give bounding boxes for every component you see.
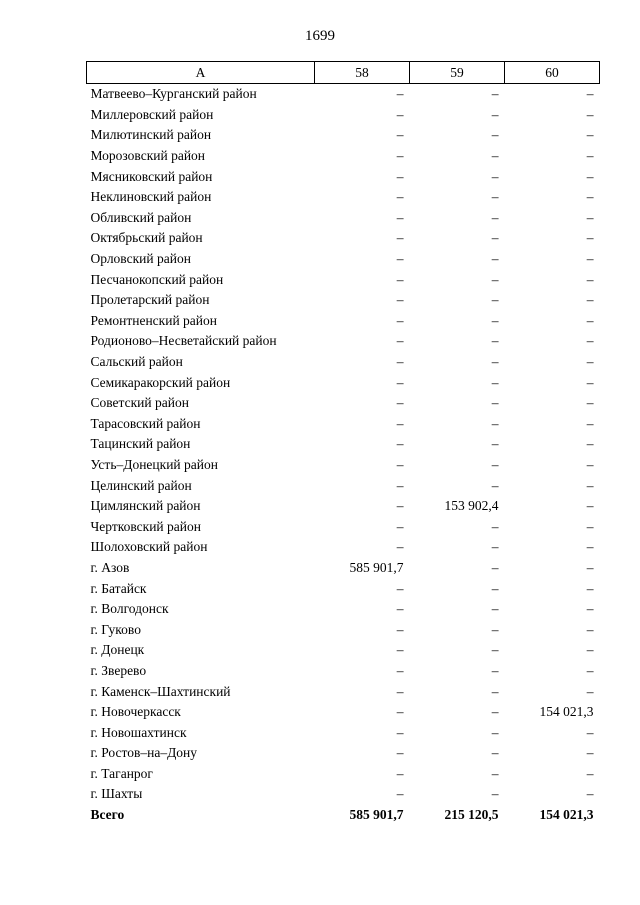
- cell-59: –: [491, 539, 499, 555]
- row-name: Родионово–Несветайский район: [90, 333, 277, 349]
- row-name: г. Таганрог: [90, 765, 153, 781]
- cell-58: –: [396, 642, 404, 658]
- cell-59: –: [491, 436, 499, 452]
- cell-60: –: [586, 683, 594, 699]
- row-name: Октябрьский район: [90, 230, 203, 246]
- cell-60: –: [586, 621, 594, 637]
- cell-58: –: [396, 580, 404, 596]
- cell-60: –: [586, 354, 594, 370]
- cell-58: –: [396, 745, 404, 761]
- row-name: г. Ростов–на–Дону: [90, 745, 198, 761]
- cell-60: 154 021,3: [539, 704, 594, 720]
- row-name: Обливский район: [90, 209, 192, 225]
- cell-59: –: [491, 189, 499, 205]
- row-name: Усть–Донецкий район: [90, 456, 218, 472]
- cell-59: –: [491, 601, 499, 617]
- row-name: Советский район: [90, 395, 189, 411]
- cell-59: –: [491, 333, 499, 349]
- cell-60: –: [586, 724, 594, 740]
- table-header: [87, 62, 600, 84]
- table-row: [87, 352, 600, 373]
- table-row: [87, 84, 600, 105]
- cell-59: –: [491, 642, 499, 658]
- cell-59: –: [491, 86, 499, 102]
- cell-58: –: [396, 436, 404, 452]
- cell-59: –: [491, 477, 499, 493]
- cell-60: –: [586, 292, 594, 308]
- cell-58: –: [396, 601, 404, 617]
- cell-58: –: [396, 189, 404, 205]
- cell-58: –: [396, 230, 404, 246]
- row-name: г. Волгодонск: [90, 601, 169, 617]
- cell-58: –: [396, 621, 404, 637]
- cell-58: –: [396, 106, 404, 122]
- cell-59: –: [491, 662, 499, 678]
- row-name: Ремонтненский район: [90, 312, 217, 328]
- cell-59: –: [491, 621, 499, 637]
- table-row: [87, 455, 600, 476]
- cell-59: –: [491, 580, 499, 596]
- cell-59: –: [491, 395, 499, 411]
- row-name: Морозовский район: [90, 148, 206, 164]
- cell-60: –: [586, 580, 594, 596]
- cell-60: –: [586, 415, 594, 431]
- header-col-60: 60: [505, 62, 600, 84]
- cell-58: –: [396, 209, 404, 225]
- row-name: Сальский район: [90, 354, 183, 370]
- table-row: [87, 558, 600, 579]
- cell-58: –: [396, 786, 404, 802]
- row-name: г. Зверево: [90, 662, 147, 678]
- table-row: [87, 331, 600, 352]
- table-row: [87, 516, 600, 537]
- row-name: г. Азов: [90, 559, 130, 575]
- table-row: [87, 372, 600, 393]
- cell-59: –: [491, 106, 499, 122]
- row-name: Целинский район: [90, 477, 192, 493]
- cell-59: –: [491, 786, 499, 802]
- cell-58: –: [396, 374, 404, 390]
- cell-60: –: [586, 127, 594, 143]
- row-name: Семикаракорский район: [90, 374, 231, 390]
- cell-59: –: [491, 415, 499, 431]
- total-58: 585 901,7: [349, 807, 404, 823]
- cell-58: –: [396, 354, 404, 370]
- cell-59: 153 902,4: [444, 498, 499, 514]
- table-row: [87, 290, 600, 311]
- cell-60: –: [586, 230, 594, 246]
- cell-59: –: [491, 209, 499, 225]
- cell-60: –: [586, 168, 594, 184]
- table-row: [87, 105, 600, 126]
- cell-60: –: [586, 333, 594, 349]
- cell-59: –: [491, 704, 499, 720]
- table-row: [87, 681, 600, 702]
- row-name: Миллеровский район: [90, 106, 214, 122]
- row-name: Тацинский район: [90, 436, 191, 452]
- table-body: [87, 84, 600, 826]
- table-row: [87, 146, 600, 167]
- header-row: [87, 62, 600, 84]
- cell-58: –: [396, 662, 404, 678]
- cell-60: –: [586, 601, 594, 617]
- row-name: Орловский район: [90, 251, 191, 267]
- cell-59: –: [491, 148, 499, 164]
- row-name: Неклиновский район: [90, 189, 212, 205]
- cell-58: –: [396, 86, 404, 102]
- page-number: 1699: [305, 28, 335, 44]
- table-row: [87, 702, 600, 723]
- cell-58: –: [396, 395, 404, 411]
- table-row: [87, 125, 600, 146]
- cell-58: –: [396, 539, 404, 555]
- row-name: г. Каменск–Шахтинский: [90, 683, 231, 699]
- row-name: Матвеево–Курганский район: [90, 86, 257, 102]
- row-name: Пролетарский район: [90, 292, 210, 308]
- cell-60: –: [586, 106, 594, 122]
- cell-60: –: [586, 189, 594, 205]
- table-row: [87, 619, 600, 640]
- table-row: [87, 537, 600, 558]
- cell-60: –: [586, 539, 594, 555]
- data-table: [86, 61, 600, 825]
- cell-59: –: [491, 354, 499, 370]
- row-name: г. Шахты: [90, 786, 143, 802]
- cell-59: –: [491, 374, 499, 390]
- cell-60: –: [586, 251, 594, 267]
- cell-60: –: [586, 518, 594, 534]
- cell-60: –: [586, 271, 594, 287]
- cell-60: –: [586, 786, 594, 802]
- cell-58: –: [396, 415, 404, 431]
- table-row: [87, 475, 600, 496]
- cell-59: –: [491, 559, 499, 575]
- cell-59: –: [491, 765, 499, 781]
- cell-60: –: [586, 477, 594, 493]
- cell-58: –: [396, 498, 404, 514]
- table-row: [87, 764, 600, 785]
- header-col-a: А: [87, 62, 315, 84]
- table-row: [87, 208, 600, 229]
- table-row: [87, 166, 600, 187]
- total-label: Всего: [90, 807, 125, 823]
- table-row: [87, 722, 600, 743]
- cell-60: –: [586, 312, 594, 328]
- row-name: г. Гуково: [90, 621, 141, 637]
- table-row: [87, 784, 600, 805]
- cell-60: –: [586, 395, 594, 411]
- cell-59: –: [491, 271, 499, 287]
- table-row: [87, 743, 600, 764]
- table-row: [87, 661, 600, 682]
- cell-60: –: [586, 498, 594, 514]
- cell-58: –: [396, 312, 404, 328]
- cell-60: –: [586, 765, 594, 781]
- total-60: 154 021,3: [539, 807, 594, 823]
- table-row: [87, 228, 600, 249]
- cell-59: –: [491, 230, 499, 246]
- row-name: г. Новошахтинск: [90, 724, 187, 740]
- cell-58: –: [396, 251, 404, 267]
- cell-58: –: [396, 477, 404, 493]
- row-name: г. Донецк: [90, 642, 145, 658]
- table-row: [87, 393, 600, 414]
- cell-58: –: [396, 765, 404, 781]
- cell-59: –: [491, 745, 499, 761]
- cell-59: –: [491, 312, 499, 328]
- cell-59: –: [491, 251, 499, 267]
- total-row: [87, 805, 600, 826]
- table-row: [87, 414, 600, 435]
- cell-58: –: [396, 292, 404, 308]
- header-col-58: 58: [315, 62, 410, 84]
- table-row: [87, 640, 600, 661]
- cell-58: –: [396, 456, 404, 472]
- row-name: Шолоховский район: [90, 539, 208, 555]
- cell-60: –: [586, 209, 594, 225]
- table-row: [87, 434, 600, 455]
- row-name: Чертковский район: [90, 518, 201, 534]
- row-name: Милютинский район: [90, 127, 212, 143]
- cell-60: –: [586, 86, 594, 102]
- cell-60: –: [586, 374, 594, 390]
- cell-58: –: [396, 518, 404, 534]
- row-name: Тарасовский район: [90, 415, 201, 431]
- total-59: 215 120,5: [444, 807, 499, 823]
- cell-59: –: [491, 456, 499, 472]
- table-row: [87, 311, 600, 332]
- table-row: [87, 578, 600, 599]
- table-row: [87, 496, 600, 517]
- cell-58: –: [396, 168, 404, 184]
- cell-59: –: [491, 127, 499, 143]
- cell-59: –: [491, 683, 499, 699]
- cell-60: –: [586, 642, 594, 658]
- cell-60: –: [586, 559, 594, 575]
- row-name: Мясниковский район: [90, 168, 213, 184]
- cell-60: –: [586, 148, 594, 164]
- cell-59: –: [491, 724, 499, 740]
- table-row: [87, 599, 600, 620]
- cell-60: –: [586, 436, 594, 452]
- table-row: [87, 249, 600, 270]
- cell-58: –: [396, 148, 404, 164]
- cell-58: –: [396, 724, 404, 740]
- cell-58: –: [396, 127, 404, 143]
- row-name: Песчанокопский район: [90, 271, 224, 287]
- cell-58: –: [396, 683, 404, 699]
- row-name: г. Новочеркасск: [90, 704, 181, 720]
- row-name: Цимлянский район: [90, 498, 201, 514]
- cell-59: –: [491, 292, 499, 308]
- cell-58: 585 901,7: [349, 559, 404, 575]
- table-row: [87, 269, 600, 290]
- cell-60: –: [586, 456, 594, 472]
- header-col-59: 59: [410, 62, 505, 84]
- cell-58: –: [396, 271, 404, 287]
- cell-60: –: [586, 745, 594, 761]
- cell-59: –: [491, 168, 499, 184]
- row-name: г. Батайск: [90, 580, 147, 596]
- cell-60: –: [586, 662, 594, 678]
- cell-58: –: [396, 704, 404, 720]
- cell-59: –: [491, 518, 499, 534]
- cell-58: –: [396, 333, 404, 349]
- table-row: [87, 187, 600, 208]
